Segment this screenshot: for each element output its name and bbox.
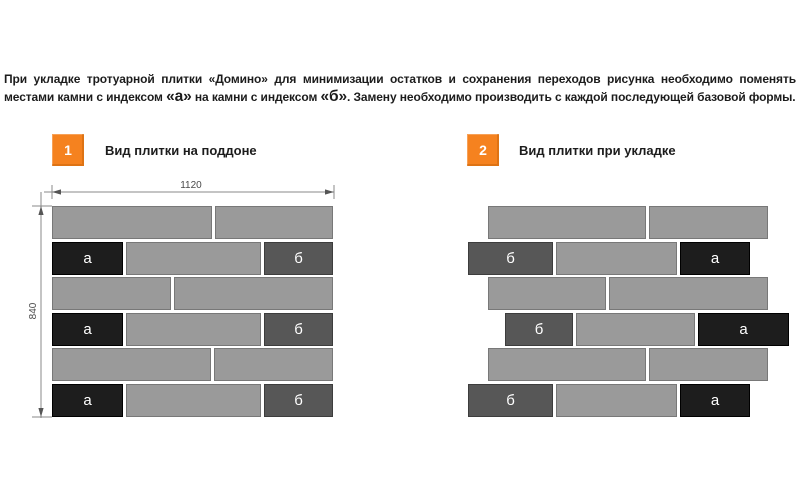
tile-base — [52, 348, 211, 381]
intro-paragraph — [4, 71, 796, 106]
height-dimension-label: 840 — [28, 302, 39, 320]
tile-b: б — [505, 313, 573, 346]
tile-a: а — [52, 313, 123, 346]
tile-b: б — [264, 384, 333, 417]
section-2-number-badge: 2 — [467, 134, 499, 166]
section-2-title: Вид плитки при укладке — [519, 143, 676, 158]
tile-base — [52, 206, 212, 239]
tile-base — [214, 348, 333, 381]
tile-a: а — [52, 384, 123, 417]
tile-base — [126, 384, 261, 417]
tile-base — [609, 277, 768, 310]
section-1-number-badge: 1 — [52, 134, 84, 166]
tile-b: б — [468, 384, 553, 417]
tile-base — [556, 384, 677, 417]
tile-base — [649, 348, 768, 381]
tile-base — [215, 206, 333, 239]
section-1-title: Вид плитки на поддоне — [105, 143, 257, 158]
tile-b: б — [264, 242, 333, 275]
tile-base — [649, 206, 768, 239]
height-dimension-line — [28, 192, 52, 418]
tile-base — [488, 348, 646, 381]
tile-base — [488, 277, 606, 310]
tile-base — [174, 277, 333, 310]
intro-text-segment: на камни с индексом — [191, 90, 321, 104]
tile-a: а — [680, 242, 750, 275]
width-dimension-label: 1120 — [180, 180, 202, 191]
tile-a: а — [52, 242, 123, 275]
index-letter: «а» — [166, 88, 192, 105]
tile-base — [52, 277, 171, 310]
intro-text-segment: При укладке тротуарной плитки «Домино» для минимизации остатков и сохранения переходов рисунка необходимо поменять местами камни с индексом — [4, 72, 796, 104]
width-dimension-line — [44, 180, 334, 199]
tile-base — [126, 242, 261, 275]
tile-b: б — [264, 313, 333, 346]
tile-a: а — [698, 313, 789, 346]
tile-base — [556, 242, 677, 275]
intro-text-segment: . Замену необходимо производить с каждой последующей базовой формы. — [346, 90, 796, 104]
index-letter: «б» — [320, 88, 347, 105]
tile-base — [576, 313, 695, 346]
tile-a: а — [680, 384, 750, 417]
tile-base — [126, 313, 261, 346]
tile-b: б — [468, 242, 553, 275]
tile-base — [488, 206, 646, 239]
